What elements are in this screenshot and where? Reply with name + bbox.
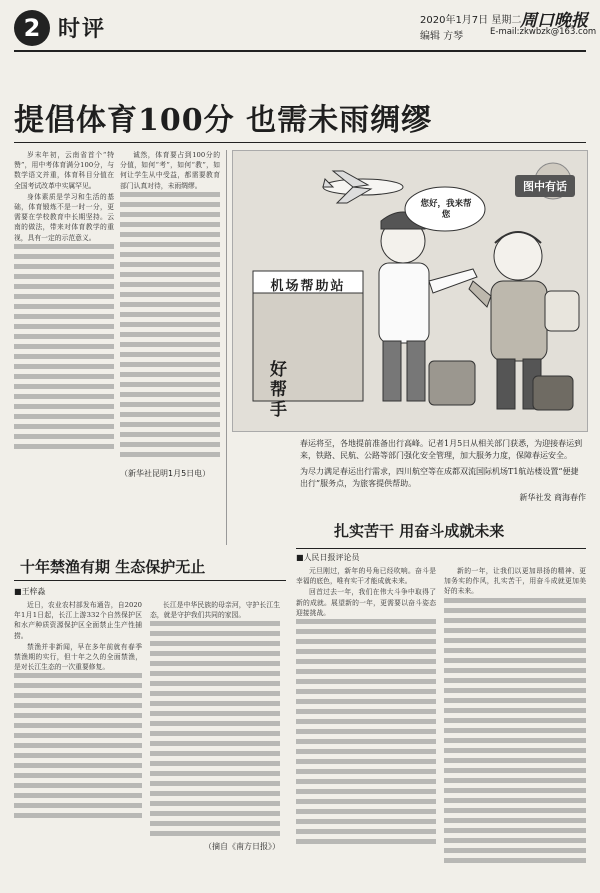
article2-body-texture [150, 621, 280, 841]
article2-byline: （摘自《南方日报》） [204, 842, 280, 852]
article3-rule [296, 548, 586, 549]
cartoon-caption-block [300, 438, 586, 504]
paper-name-logo: 周口晚报 [520, 11, 588, 31]
article2-para: 禁渔并非新闻，早在多年前就有春季禁渔期的实行，但十年之久的全面禁渔，是对长江生态的一次重要修复。 [14, 642, 142, 672]
article2-author: ■王梓淼 [14, 587, 46, 596]
article3-body-texture [444, 598, 586, 868]
article1-body-texture [14, 244, 114, 454]
article1-byline: （新华社昆明1月5日电） [120, 468, 211, 478]
issue-date: 2020年1月7日 星期二 [420, 15, 522, 26]
cartoon-caption: 为尽力满足春运出行需求，四川航空等在成都双流国际机场T1航站楼设置“便捷出行”服务点，为旅客提供帮助。 [300, 467, 579, 488]
editor-credit: 编辑 方琴 [420, 31, 464, 42]
article1-col1 [14, 150, 114, 550]
article2-para: 近日，农业农村部发布通告，自2020年1月1日起，长江上游332个自然保护区和水产种质资源保护区全面禁止生产性捕捞。 [14, 601, 142, 640]
page-headline: 提倡体育100分 也需未雨绸缪 [14, 103, 433, 138]
article1-para: 身体素质是学习和生活的基础，体育锻炼不是一时一分，更需要在学校教育中长期坚持。云南的做法，带来对体育教学的重视，具有一定的示范意义。 [14, 192, 114, 242]
article2-col2 [150, 600, 280, 885]
headline-rule [14, 142, 586, 143]
article3-para: 新的一年，让我们以更加昂扬的精神、更加务实的作风，扎实苦干，用奋斗成就更加美好的未来。 [444, 567, 586, 596]
page-number-badge: 2 [14, 10, 50, 46]
article2-body-texture [14, 673, 142, 823]
article3-col1 [296, 566, 436, 886]
cartoon-caption: 春运将至，各地提前准备出行高峰。记者1月5日从相关部门获悉，为迎接春运到来，铁路、民航、公路等部门强化安全管理，加大服务力度，保障春运安全。 [300, 439, 583, 460]
article1-col2 [120, 150, 220, 550]
booth-sign: 机场帮助站 [270, 279, 346, 294]
article3-para: 回首过去一年，我们在伟大斗争中取得了新的成就。展望新的一年，更需要以奋斗姿态迎接挑战。 [296, 588, 436, 617]
section-title: 时评 [58, 16, 107, 42]
article1-para: 岁末年初，云南省首个“特赞”，用中考体育满分100分，与数学语文并重，体育科目分值在全国考试改革中实属罕见。 [14, 151, 114, 190]
article3-col2 [444, 566, 586, 886]
article2-para: 长江是中华民族的母亲河，守护长江生态，就是守护我们共同的家园。 [150, 601, 280, 620]
header-rule [14, 50, 586, 52]
article3-headline: 扎实苦干 用奋斗成就未来 [334, 522, 505, 540]
article2-rule [14, 580, 286, 581]
article2-headline: 十年禁渔有期 生态保护无止 [20, 558, 206, 576]
cartoon-tag: 图中有话 [515, 175, 575, 197]
column-divider [226, 150, 227, 545]
cartoon-vertical-title: 好帮手 [270, 360, 287, 420]
article2-col1 [14, 600, 142, 885]
airplane-icon [323, 171, 403, 203]
speech-bubble-text: 您好，我来帮您 [420, 199, 472, 220]
article1-body-texture [120, 192, 220, 462]
contact-email: E-mail:zkwbzk@163.com [490, 27, 597, 37]
article3-body-texture [296, 619, 436, 849]
article3-author: ■人民日报评论员 [296, 553, 360, 562]
cartoon-source: 新华社发 商海春作 [519, 493, 586, 502]
article3-para: 元旦刚过，新年的号角已经吹响。奋斗是幸福的底色，唯有实干才能成就未来。 [296, 567, 436, 586]
article1-para: 诚然，体育要占到100分的分值，如何“考”，如何“教”，如何让学生从中受益，都需要教育部门认真对待，未雨绸缪。 [120, 151, 220, 190]
